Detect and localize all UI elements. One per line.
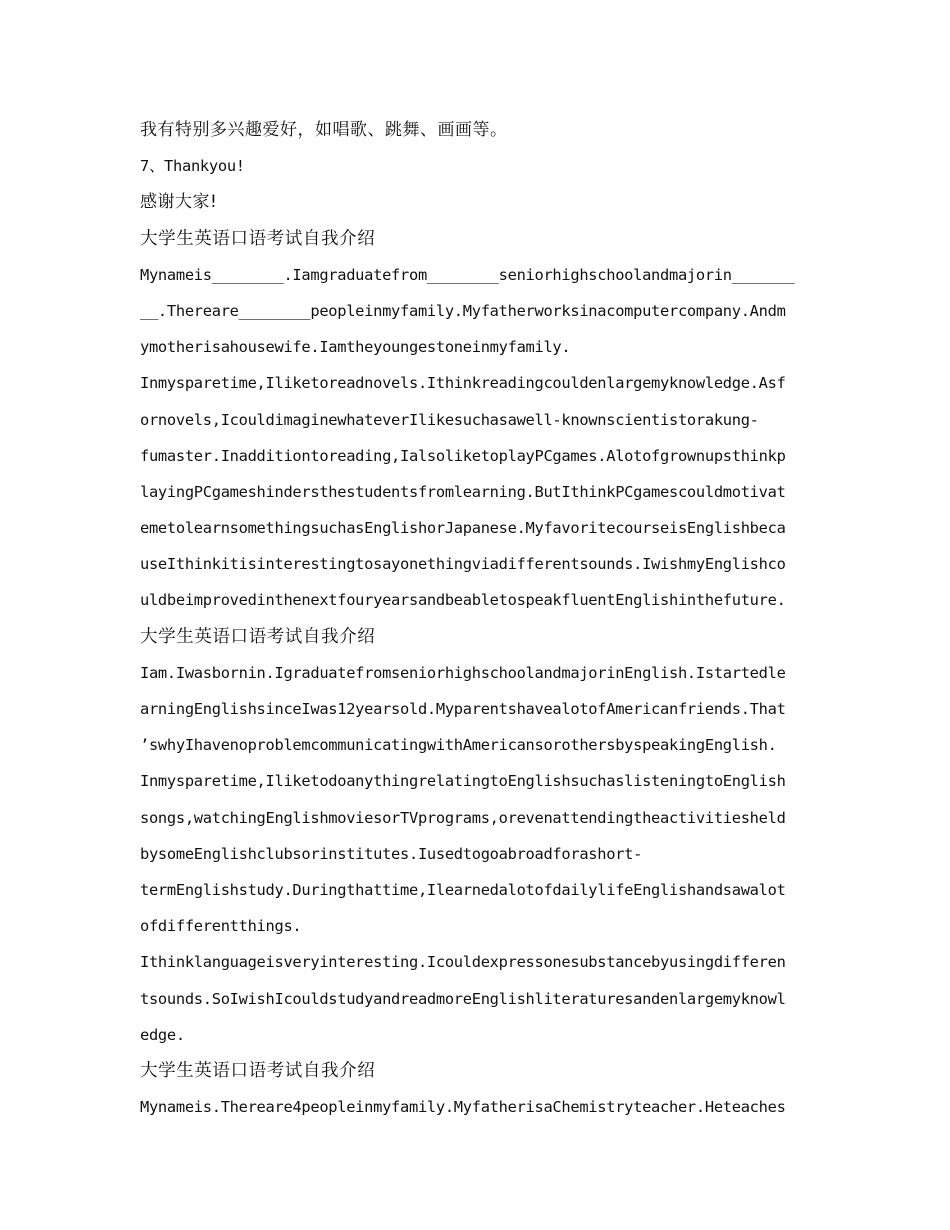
paragraph-line: 我有特别多兴趣爱好，如唱歌、跳舞、画画等。 <box>140 120 508 140</box>
paragraph-line: bysomeEnglishclubsorinstitutes.Iusedtogoabroadforashort- <box>140 844 643 863</box>
paragraph-line: Mynameis________.Iamgraduatefrom________seniorhighschoolandmajorin_______ <box>140 265 795 284</box>
paragraph-line: Iam.Iwasbornin.IgraduatefromseniorhighschoolandmajorinEnglish.Istartedle <box>140 663 786 682</box>
paragraph-line: uldbeimprovedinthenextfouryearsandbeabletospeakfluentEnglishinthefuture. <box>140 591 786 610</box>
paragraph-line: termEnglishstudy.Duringthattime,IlearnedalotofdailylifeEnglishandsawalot <box>140 880 786 899</box>
document-page <box>140 112 812 1125</box>
paragraph-line: Inmysparetime,Iliketoreadnovels.Ithinkreadingcouldenlargemyknowledge.Asf <box>140 374 786 393</box>
paragraph-line: 感谢大家! <box>140 192 218 213</box>
paragraph-line: 7、Thankyou! <box>140 157 245 176</box>
section-heading: 大学生英语口语考试自我介绍 <box>140 626 376 647</box>
paragraph-line: Inmysparetime,IliketodoanythingrelatingtoEnglishsuchaslisteningtoEnglish <box>140 772 786 791</box>
paragraph-line: edge. <box>140 1025 185 1044</box>
section-heading: 大学生英语口语考试自我介绍 <box>140 228 376 249</box>
section-heading: 大学生英语口语考试自我介绍 <box>140 1060 376 1081</box>
paragraph-line: arningEnglishsinceIwas12yearsold.MyparentshavealotofAmericanfriends.That <box>140 700 786 718</box>
paragraph-line: ornovels,IcouldimaginewhateverIlikesuchasawell-knownscientistorakung- <box>140 410 759 429</box>
paragraph-line: tsounds.SoIwishIcouldstudyandreadmoreEnglishliteraturesandenlargemyknowl <box>140 989 786 1008</box>
paragraph-line: layingPCgameshindersthestudentsfromlearning.ButIthinkPCgamescouldmotivat <box>140 482 786 501</box>
paragraph-line: fumaster.Inadditiontoreading,IalsoliketoplayPCgames.Alotofgrownupsthinkp <box>140 446 786 465</box>
paragraph-line: Ithinklanguageisveryinteresting.Icouldexpressonesubstancebyusingdifferen <box>140 953 786 972</box>
paragraph-line: ’swhyIhavenoproblemcommunicatingwithAmericansorothersbyspeakingEnglish. <box>140 736 777 755</box>
paragraph-line: Mynameis.Thereare4peopleinmyfamily.MyfatherisaChemistryteacher.Heteaches <box>140 1098 786 1117</box>
paragraph-line: useIthinkitisinterestingtosayonethingviadifferentsounds.IwishmyEnglishco <box>140 555 786 574</box>
paragraph-line: __.Thereare________peopleinmyfamily.Myfatherworksinacomputercompany.Andm <box>140 301 786 320</box>
paragraph-line: ymotherisahousewife.Iamtheyoungestoneinmyfamily. <box>140 338 571 357</box>
paragraph-line: emetolearnsomethingsuchasEnglishorJapanese.MyfavoritecourseisEnglishbeca <box>140 519 786 538</box>
paragraph-line: songs,watchingEnglishmoviesorTVprograms,orevenattendingtheactivitiesheld <box>140 808 786 827</box>
paragraph-line: ofdifferentthings. <box>140 917 302 936</box>
